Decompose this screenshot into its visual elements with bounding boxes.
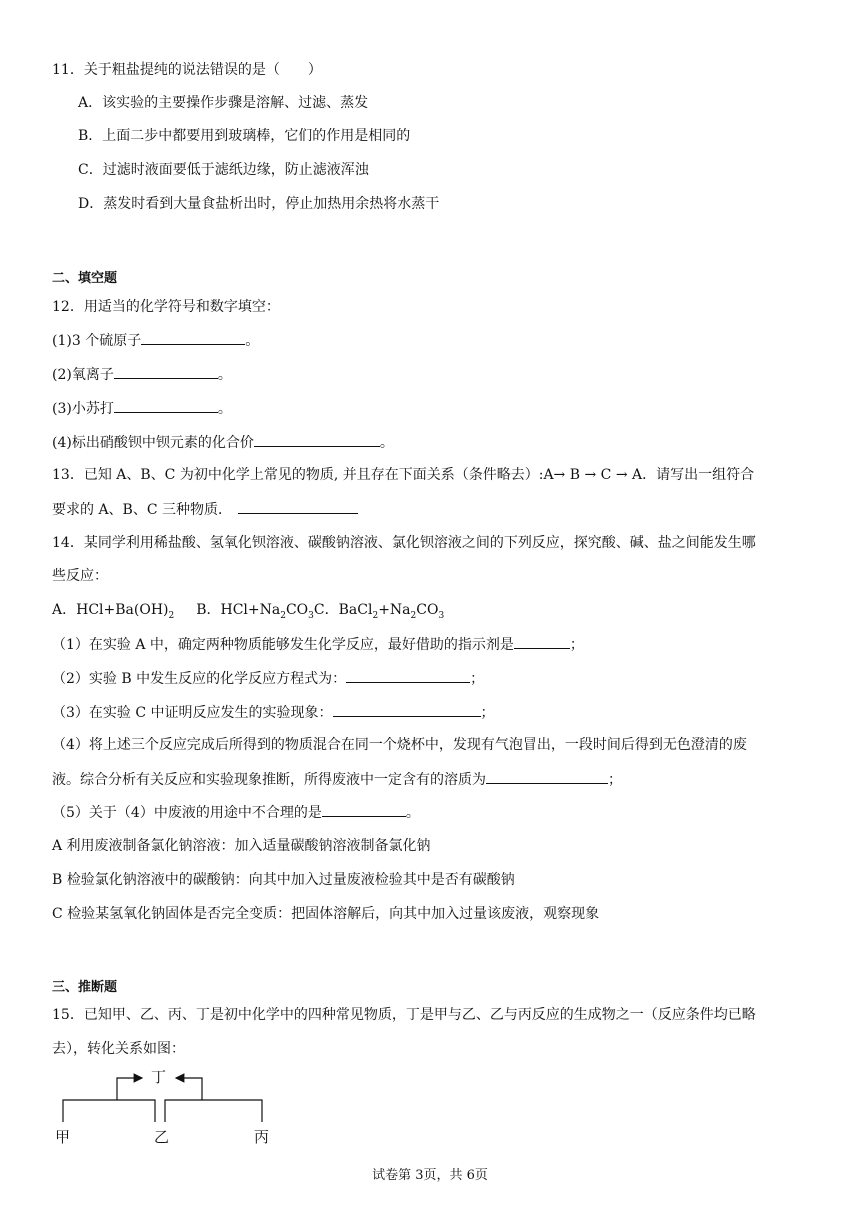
node-yi: 乙	[154, 1128, 170, 1146]
q14-sub-2-end: ；	[470, 671, 485, 687]
q14-sub-3-text: （3）在实验 C 中证明反应发生的实验现象：	[52, 705, 333, 721]
q14-line-1: 14．某同学利用稀盐酸、氢氧化钡溶液、碳酸钠溶液、氯化钡溶液之间的下列反应，探究酸、碱、盐之间能发生哪	[52, 535, 756, 551]
conversion-diagram	[52, 1064, 292, 1154]
q12-item-2-end: 。	[217, 367, 232, 383]
q12-item-3-label: (3)小苏打	[52, 401, 114, 417]
answer-blank[interactable]	[486, 769, 608, 784]
q12-item-1	[52, 330, 259, 351]
q14-sub-4-end: ；	[608, 772, 622, 788]
q14-sub-1-text: （1）在实验 A 中，确定两种物质能够发生化学反应，最好借助的指示剂是	[52, 637, 514, 653]
reaction-c: C．$BaCl_2+Na_2CO_3$	[313, 602, 445, 621]
arrow-to-ding-right	[176, 1078, 202, 1100]
answer-blank[interactable]	[333, 702, 481, 717]
answer-blank[interactable]	[114, 398, 218, 413]
q13-line-1: 13．已知 A、B、C 为初中化学上常见的物质, 并且存在下面关系（条件略去）:A→ B → C → A．请写出一组符合	[52, 467, 755, 483]
reaction-line-yi-bing	[165, 1100, 262, 1122]
q12-item-1-label: (1)3 个硫原子	[52, 333, 142, 349]
q14-sub-1-end: ；	[569, 637, 584, 653]
q11-option-b: B．上面二步中都要用到玻璃棒，它们的作用是相同的	[78, 128, 411, 144]
q14-sub-5	[52, 802, 420, 823]
node-bing: 丙	[254, 1128, 270, 1146]
q13-line-2-text: 要求的 A、B、C 三种物质．	[52, 502, 233, 518]
q14-sub-5-end: 。	[405, 805, 420, 821]
q14-line-2: 些反应：	[52, 568, 108, 584]
q14-sub-4-line-2	[52, 769, 622, 790]
q14-sub-4-line-1: （4）将上述三个反应完成后所得到的物质混合在同一个烧杯中，发现有气泡冒出，一段时间后得到无色澄清的废	[52, 737, 747, 753]
answer-blank[interactable]	[254, 432, 380, 447]
q11-option-c: C．过滤时液面要低于滤纸边缘，防止滤液浑浊	[78, 162, 369, 178]
section-title-inference: 三、推断题	[52, 980, 118, 995]
q13-line-2	[52, 499, 358, 520]
q14-option-a: A 利用废液制备氯化钠溶液：加入适量碳酸钠溶液制备氯化钠	[52, 838, 431, 854]
q15-line-2: 去），转化关系如图：	[52, 1041, 185, 1057]
arrow-to-ding-left	[117, 1078, 142, 1100]
q15-line-1: 15．已知甲、乙、丙、丁是初中化学中的四种常见物质，丁是甲与乙、乙与丙反应的生成物之一（反应条件均已略	[52, 1007, 756, 1023]
q14-sub-1	[52, 634, 584, 655]
answer-blank[interactable]	[238, 499, 358, 514]
node-jia: 甲	[55, 1128, 71, 1146]
q12-item-2-label: (2)氧离子	[52, 367, 114, 383]
q11-option-d: D．蒸发时看到大量食盐析出时，停止加热用余热将水蒸干	[78, 196, 440, 212]
q14-sub-3-end: ；	[480, 705, 495, 721]
section-title-fill-in: 二、填空题	[52, 271, 118, 286]
q12-stem: 12．用适当的化学符号和数字填空：	[52, 299, 280, 315]
q12-item-1-end: 。	[245, 333, 260, 349]
node-ding: 丁	[151, 1068, 167, 1086]
reaction-a: A．$HCl+Ba(OH)_2$	[52, 602, 175, 621]
q14-sub-5-text: （5）关于（4）中废液的用途中不合理的是	[52, 805, 322, 821]
q12-item-2	[52, 364, 232, 385]
q11-option-a: A．该实验的主要操作步骤是溶解、过滤、蒸发	[78, 95, 369, 111]
q12-item-4-end: 。	[379, 435, 394, 451]
answer-blank[interactable]	[346, 668, 470, 683]
q14-reactions	[52, 600, 444, 620]
q12-item-3-end: 。	[217, 401, 232, 417]
q14-option-c: C 检验某氢氧化钠固体是否完全变质：把固体溶解后，向其中加入过量该废液，观察现象	[52, 906, 600, 922]
reaction-b: B．$HCl+Na_2CO_3$	[196, 602, 314, 621]
q14-sub-2-text: （2）实验 B 中发生反应的化学反应方程式为：	[52, 671, 347, 687]
answer-blank[interactable]	[514, 634, 570, 649]
q12-item-4	[52, 432, 394, 453]
q14-option-b: B 检验氯化钠溶液中的碳酸钠：向其中加入过量废液检验其中是否有碳酸钠	[52, 872, 515, 888]
q11-stem: 11．关于粗盐提纯的说法错误的是（ ）	[52, 62, 322, 78]
q12-item-3	[52, 398, 232, 419]
q14-sub-4-text: 液。综合分析有关反应和实验现象推断，所得废液中一定含有的溶质为	[52, 772, 486, 788]
reaction-line-jia-yi	[63, 1100, 155, 1122]
q14-sub-3	[52, 702, 495, 723]
q14-sub-2	[52, 668, 484, 689]
answer-blank[interactable]	[114, 364, 218, 379]
q12-item-4-label: (4)标出硝酸钡中钡元素的化合价	[52, 435, 254, 451]
page-footer: 试卷第 3页，共 6页	[372, 1168, 488, 1183]
answer-blank[interactable]	[322, 802, 406, 817]
answer-blank[interactable]	[141, 330, 245, 345]
